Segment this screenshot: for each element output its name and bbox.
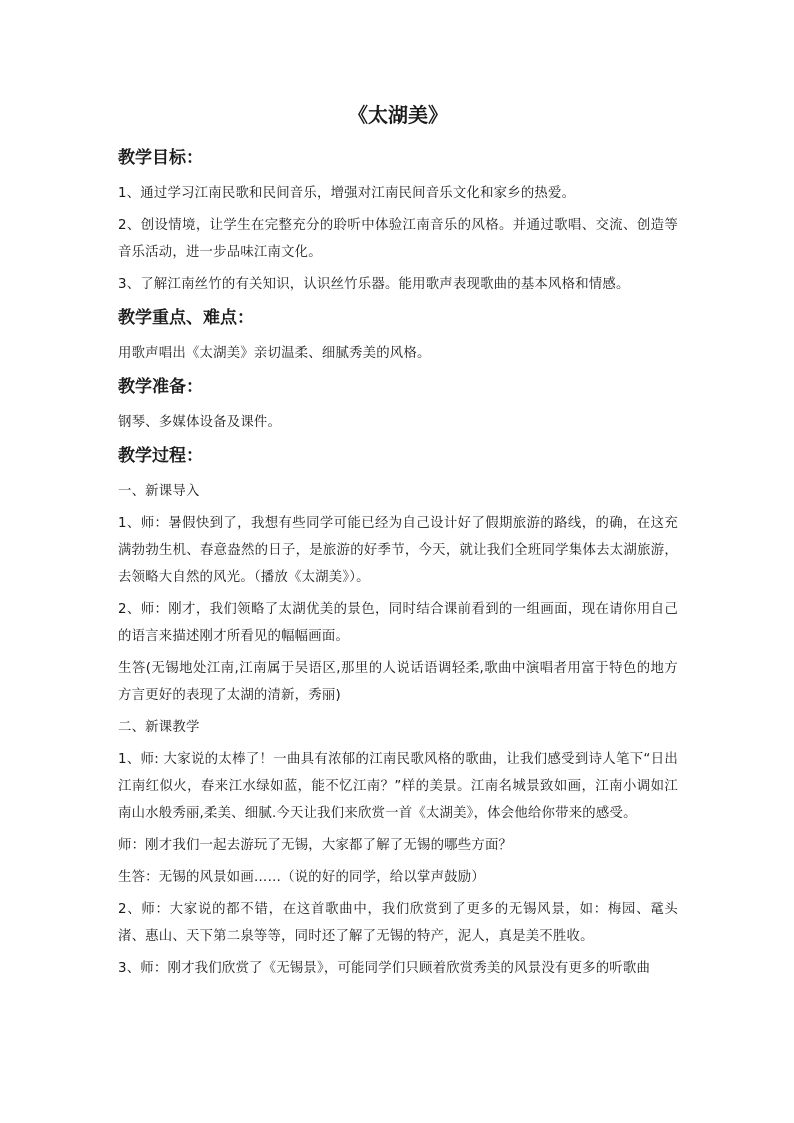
section-heading: 教学重点、难点： bbox=[118, 308, 254, 328]
document-title: 《太湖美》 bbox=[348, 103, 448, 127]
paragraph: 一、新课导入 bbox=[118, 484, 200, 499]
paragraph: 二、新课教学 bbox=[118, 720, 200, 735]
paragraph: 用歌声唱出《太湖美》亲切温柔、细腻秀美的风格。 bbox=[118, 346, 431, 361]
paragraph: 师：刚才我们一起去游玩了无锡，大家都了解了无锡的哪些方面？ bbox=[118, 838, 513, 853]
paragraph: 生答：无锡的风景如画……（说的好的同学，给以掌声鼓励） bbox=[118, 870, 485, 885]
paragraph: 2、师：大家说的都不错，在这首歌曲中，我们欣赏到了更多的无锡风景，如：梅园、鼋头渚、惠山、天下第二泉等等，同时还了解了无锡的特产，泥人，真是美不胜收。 bbox=[118, 902, 678, 944]
paragraph: 1、师：暑假快到了，我想有些同学可能已经为自己设计好了假期旅游的路线，的确，在这充满勃勃生机、春意盎然的日子，是旅游的好季节，今天，就让我们全班同学集体去太湖旅游，去领略大自然的风光。（播放《太湖美》）。 bbox=[118, 516, 678, 585]
section-key-points bbox=[118, 304, 678, 367]
section-process bbox=[118, 442, 678, 982]
paragraph: 3、师：刚才我们欣赏了《无锡景》，可能同学们只顾着欣赏秀美的风景没有更多的听歌曲 bbox=[118, 961, 651, 976]
paragraph: 1、师: 大家说的太棒了！一曲具有浓郁的江南民歌风格的歌曲，让我们感受到诗人笔下“日出江南红似火，春来江水绿如蓝，能不忆江南？”样的美景。江南名城景致如画，江南小调如江南山水般秀丽,柔美、细腻.今天让我们来欣赏一首《太湖美》，体会他给你带来的感受。 bbox=[118, 752, 678, 821]
paragraph: 2、师：刚才，我们领略了太湖优美的景色，同时结合课前看到的一组画面，现在请你用自己的语言来描述刚才所看见的幅幅画面。 bbox=[118, 602, 678, 644]
paragraph: 3、了解江南丝竹的有关知识，认识丝竹乐器。能用歌声表现歌曲的基本风格和情感。 bbox=[118, 277, 630, 292]
section-heading: 教学目标： bbox=[118, 148, 203, 168]
paragraph: 1、通过学习江南民歌和民间音乐，增强对江南民间音乐文化和家乡的热爱。 bbox=[118, 186, 576, 201]
section-preparation bbox=[118, 373, 678, 436]
document-page bbox=[118, 100, 678, 987]
paragraph: 钢琴、多媒体设备及课件。 bbox=[118, 415, 282, 430]
section-heading: 教学过程： bbox=[118, 446, 203, 466]
section-heading: 教学准备： bbox=[118, 377, 203, 397]
paragraph: 生答(无锡地处江南,江南属于吴语区,那里的人说话语调轻柔,歌曲中演唱者用富于特色的地方方言更好的表现了太湖的清新，秀丽) bbox=[118, 661, 678, 703]
paragraph: 2、创设情境，让学生在完整充分的聆听中体验江南音乐的风格。并通过歌唱、交流、创造等音乐活动，进一步品味江南文化。 bbox=[118, 218, 678, 260]
section-goals bbox=[118, 144, 678, 298]
